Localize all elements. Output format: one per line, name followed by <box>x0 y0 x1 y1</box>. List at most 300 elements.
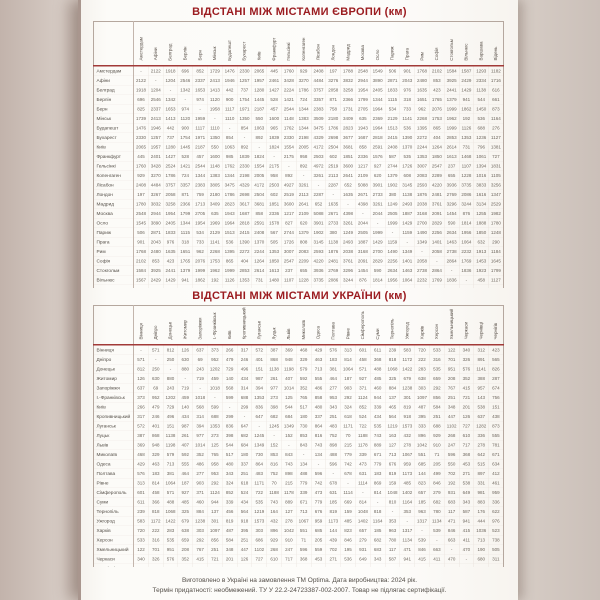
distance-cell: 463 <box>311 355 326 365</box>
distance-cell: 884 <box>385 383 400 393</box>
row-header-city: Берн <box>94 104 134 114</box>
distance-cell: 1184 <box>489 247 504 257</box>
distance-cell: 638 <box>415 374 430 384</box>
distance-cell: 126 <box>237 554 252 564</box>
distance-cell: 1850 <box>474 228 489 238</box>
distance-cell: 4927 <box>281 180 296 190</box>
distance-cell: 1353 <box>459 133 474 143</box>
distance-cell: - <box>415 526 430 536</box>
distance-cell: 3901 <box>370 180 385 190</box>
table-row <box>94 507 504 517</box>
distance-cell: 325 <box>178 507 193 517</box>
distance-cell <box>444 285 459 288</box>
column-header-label: Львів <box>286 328 292 340</box>
distance-cell: 584 <box>222 535 237 545</box>
distance-cell: 69 <box>148 383 163 393</box>
distance-cell: 479 <box>148 402 163 412</box>
distance-cell: 2493 <box>400 199 415 209</box>
distance-cell: 659 <box>178 535 193 545</box>
distance-cell: 266 <box>134 402 149 412</box>
distance-cell: 649 <box>459 488 474 498</box>
header-row <box>94 22 504 66</box>
distance-cell: 313 <box>341 345 356 355</box>
distance-cell: 187 <box>178 478 193 488</box>
distance-cell: 164 <box>267 507 282 517</box>
table-row <box>94 393 504 403</box>
distance-cell: 2524 <box>163 161 178 171</box>
column-header-label: Лісабон <box>315 44 321 61</box>
distance-cell: - <box>178 374 193 384</box>
distance-cell: 122 <box>134 545 149 555</box>
distance-cell: 1635 <box>415 85 430 95</box>
row-header-city: Одеса <box>94 459 134 469</box>
distance-cell: 163 <box>385 431 400 441</box>
distance-cell: 1138 <box>163 431 178 441</box>
column-header-city <box>489 306 504 345</box>
distance-cell: 1114 <box>341 488 356 498</box>
distance-cell: 592 <box>178 450 193 460</box>
distance-cell: 271 <box>326 554 341 564</box>
distance-cell: 1202 <box>207 364 222 374</box>
distance-cell: 2044 <box>370 209 385 219</box>
distance-cell: 415 <box>459 526 474 536</box>
distance-cell: 1390 <box>400 133 415 143</box>
distance-cell: 2641 <box>296 199 311 209</box>
table-row <box>94 374 504 384</box>
distance-cell: 596 <box>326 459 341 469</box>
distance-cell: 927 <box>370 161 385 171</box>
column-header-city <box>326 22 341 66</box>
distance-cell: 685 <box>415 459 430 469</box>
distance-cell: 2330 <box>237 161 252 171</box>
distance-cell: 277 <box>193 469 208 479</box>
europe-distance-table <box>93 21 504 288</box>
distance-cell: 215 <box>281 478 296 488</box>
distance-cell: 852 <box>193 66 208 76</box>
distance-cell: 977 <box>193 431 208 441</box>
column-header-label: Херсон <box>434 324 440 340</box>
distance-cell: 2671 <box>326 209 341 219</box>
distance-cell: 353 <box>400 507 415 517</box>
distance-cell: 2086 <box>326 275 341 285</box>
distance-cell: 337 <box>311 412 326 422</box>
distance-cell: 584 <box>429 402 444 412</box>
column-header-label: Хмельницький <box>448 309 454 340</box>
distance-cell: 524 <box>355 412 370 422</box>
column-header-city <box>415 306 430 345</box>
distance-cell <box>178 285 193 288</box>
distance-cell: 2529 <box>489 199 504 209</box>
distance-cell: 810 <box>385 497 400 507</box>
distance-cell: 713 <box>296 507 311 517</box>
distance-cell: 683 <box>370 545 385 555</box>
distance-cell: 555 <box>489 431 504 441</box>
distance-cell: 3256 <box>489 180 504 190</box>
distance-cell: 765 <box>207 450 222 460</box>
distance-cell: 1616 <box>474 190 489 200</box>
distance-cell: 951 <box>163 545 178 555</box>
table-row <box>94 564 504 567</box>
row-header-city: Ужгород <box>94 516 134 526</box>
distance-cell: 2818 <box>237 218 252 228</box>
table-row <box>94 440 504 450</box>
distance-cell: 1344 <box>296 104 311 114</box>
distance-cell: 1293 <box>474 66 489 76</box>
column-header-label: Тернопіль <box>389 318 395 340</box>
distance-cell: 1567 <box>134 275 149 285</box>
distance-cell: 898 <box>281 469 296 479</box>
column-header-label: Відень <box>493 46 499 61</box>
distance-cell: 685 <box>311 526 326 536</box>
distance-cell: 1198 <box>163 440 178 450</box>
distance-cell: 2043 <box>400 76 415 86</box>
distance-cell: 2383 <box>311 104 326 114</box>
distance-cell: 555 <box>178 459 193 469</box>
distance-cell: 2944 <box>355 76 370 86</box>
distance-cell: 1453 <box>474 256 489 266</box>
distance-cell: 767 <box>193 545 208 555</box>
column-header-label: Харків <box>419 326 425 340</box>
distance-cell: 812 <box>163 345 178 355</box>
row-header-city: Миколаїв <box>94 450 134 460</box>
distance-cell: 1490 <box>385 247 400 257</box>
distance-cell: 292 <box>193 535 208 545</box>
column-header-label: Черкаси <box>463 322 469 340</box>
row-header-city: Луцьк <box>94 431 134 441</box>
distance-cell: 2634 <box>385 266 400 276</box>
distance-cell: 1851 <box>341 152 356 162</box>
distance-cell: 1317 <box>415 516 430 526</box>
distance-cell: 3261 <box>311 171 326 181</box>
distance-cell: 468 <box>134 450 149 460</box>
distance-cell: 657 <box>355 526 370 536</box>
distance-cell: - <box>370 218 385 228</box>
distance-cell: 1427 <box>163 152 178 162</box>
column-header-label: Вільнюс <box>463 43 469 61</box>
distance-cell: 423 <box>429 85 444 95</box>
distance-cell: 727 <box>489 152 504 162</box>
distance-cell: 205 <box>311 535 326 545</box>
distance-cell: 1600 <box>267 114 282 124</box>
column-header-city <box>355 306 370 345</box>
distance-cell: 684 <box>281 412 296 422</box>
distance-cell: 1946 <box>222 76 237 86</box>
distance-cell: 1888 <box>474 218 489 228</box>
distance-cell: 663 <box>429 545 444 555</box>
column-header-label: Франкфурт <box>271 37 277 61</box>
distance-cell: 486 <box>311 383 326 393</box>
distance-cell: 292 <box>207 478 222 488</box>
distance-cell: 159 <box>341 507 356 517</box>
distance-cell <box>267 564 282 567</box>
distance-cell: 2671 <box>355 190 370 200</box>
distance-cell: 1383 <box>296 114 311 124</box>
distance-cell: 1219 <box>252 507 267 517</box>
distance-cell: 243 <box>193 364 208 374</box>
distance-cell: 3677 <box>341 133 356 143</box>
table-row <box>94 364 504 374</box>
distance-cell: 1956 <box>385 275 400 285</box>
distance-cell: 3761 <box>341 256 356 266</box>
distance-cell: 1107 <box>459 161 474 171</box>
distance-cell: 1584 <box>444 66 459 76</box>
distance-cell: 1164 <box>400 497 415 507</box>
distance-cell: 1814 <box>370 275 385 285</box>
column-header-city <box>178 306 193 345</box>
distance-cell: - <box>385 228 400 238</box>
distance-cell: 144 <box>326 526 341 536</box>
distance-cell: 1182 <box>489 66 504 76</box>
distance-cell: 192 <box>459 114 474 124</box>
column-header-label: Амстердам <box>138 37 144 61</box>
distance-cell: 2944 <box>148 209 163 219</box>
row-header-city: Житомир <box>94 374 134 384</box>
distance-cell: 682 <box>267 412 282 422</box>
distance-cell: 1202 <box>163 393 178 403</box>
distance-cell: 2519 <box>281 190 296 200</box>
column-header-city <box>252 22 267 66</box>
distance-cell: 1413 <box>163 114 178 124</box>
distance-cell: 2287 <box>326 180 341 190</box>
distance-cell: 1554 <box>252 161 267 171</box>
distance-cell: 1172 <box>148 516 163 526</box>
distance-cell: 1114 <box>355 478 370 488</box>
column-header-label: Кропивницький <box>241 307 247 340</box>
distance-cell <box>370 564 385 567</box>
distance-cell: 1814 <box>459 218 474 228</box>
distance-cell: 724 <box>178 171 193 181</box>
distance-cell: 897 <box>474 469 489 479</box>
distance-cell: 752 <box>326 431 341 441</box>
distance-cell: 1923 <box>474 266 489 276</box>
distance-cell: 134 <box>311 450 326 460</box>
column-header-city <box>281 22 296 66</box>
distance-cell: 1445 <box>178 142 193 152</box>
distance-cell: 819 <box>222 516 237 526</box>
distance-cell: 858 <box>355 142 370 152</box>
distance-cell: 2129 <box>385 114 400 124</box>
distance-cell: 371 <box>193 488 208 498</box>
distance-cell <box>281 564 296 567</box>
distance-cell: 187 <box>341 374 356 384</box>
distance-cell: 576 <box>459 364 474 374</box>
distance-cell: 1120 <box>207 95 222 105</box>
table-row <box>94 104 504 114</box>
distance-cell: 2405 <box>370 85 385 95</box>
distance-cell: 343 <box>459 497 474 507</box>
distance-cell: 180 <box>237 450 252 460</box>
distance-cell: 460 <box>370 383 385 393</box>
distance-cell: 1198 <box>281 364 296 374</box>
distance-cell: 140 <box>222 374 237 384</box>
distance-cell: 823 <box>415 478 430 488</box>
distance-cell: 889 <box>370 440 385 450</box>
distance-cell: 1173 <box>326 516 341 526</box>
distance-cell: 453 <box>459 459 474 469</box>
distance-cell: 1999 <box>370 228 385 238</box>
distance-cell: 631 <box>355 469 370 479</box>
distance-cell: 2366 <box>341 95 356 105</box>
distance-cell: 2187 <box>252 104 267 114</box>
table-row <box>94 66 504 76</box>
distance-cell: - <box>326 190 341 200</box>
distance-cell: 70 <box>267 478 282 488</box>
distance-cell: 929 <box>267 535 282 545</box>
distance-cell: - <box>385 507 400 517</box>
distance-cell: 727 <box>459 421 474 431</box>
distance-cell: 151 <box>163 421 178 431</box>
distance-cell: 71 <box>429 450 444 460</box>
distance-cell: 2591 <box>252 218 267 228</box>
distance-cell: 429 <box>134 459 149 469</box>
distance-cell: 891 <box>474 355 489 365</box>
column-header-label: Варшава <box>478 41 484 61</box>
row-header-city: Стокгольм <box>94 266 134 276</box>
distance-cell: 1445 <box>252 95 267 105</box>
column-header-label: Белград <box>167 43 173 61</box>
distance-cell: 3735 <box>459 180 474 190</box>
distance-cell: 1954 <box>193 218 208 228</box>
distance-cell: 348 <box>444 402 459 412</box>
distance-cell: 635 <box>355 114 370 124</box>
distance-cell: 1379 <box>385 171 400 181</box>
distance-cell: 3600 <box>281 199 296 209</box>
distance-cell: 731 <box>252 275 267 285</box>
distance-cell: 1731 <box>341 104 356 114</box>
table-row <box>94 516 504 526</box>
distance-cell: 1421 <box>178 161 193 171</box>
distance-cell: 796 <box>474 142 489 152</box>
distance-cell <box>341 285 356 288</box>
distance-cell: 1317 <box>400 526 415 536</box>
distance-cell: 3145 <box>400 180 415 190</box>
distance-cell: 471 <box>400 545 415 555</box>
distance-cell: 901 <box>134 237 149 247</box>
distance-cell: 457 <box>267 104 282 114</box>
distance-cell: 1148 <box>207 161 222 171</box>
distance-cell: 292 <box>429 383 444 393</box>
distance-cell: 3357 <box>311 95 326 105</box>
table-row <box>94 123 504 133</box>
distance-cell: 423 <box>489 345 504 355</box>
distance-cell: 2244 <box>415 142 430 152</box>
distance-cell: 3890 <box>370 76 385 86</box>
distance-cell: 1687 <box>237 209 252 219</box>
distance-cell: 1067 <box>296 516 311 526</box>
distance-cell: 1549 <box>370 66 385 76</box>
table-row <box>94 535 504 545</box>
distance-cell: 1110 <box>207 123 222 133</box>
distance-cell: 283 <box>163 526 178 536</box>
distance-cell: 434 <box>178 412 193 422</box>
distance-cell: 1257 <box>148 133 163 143</box>
table-row <box>94 554 504 564</box>
row-header-city: Москва <box>94 209 134 219</box>
distance-cell: 1780 <box>134 199 149 209</box>
distance-cell: 352 <box>178 554 193 564</box>
distance-cell: 892 <box>296 161 311 171</box>
distance-cell: 576 <box>134 469 149 479</box>
distance-cell: 1862 <box>459 104 474 114</box>
distance-cell: 567 <box>267 228 282 238</box>
distance-cell: 846 <box>415 545 430 555</box>
distance-cell: - <box>193 104 208 114</box>
distance-cell: 70 <box>341 431 356 441</box>
distance-cell: 215 <box>341 440 356 450</box>
distance-cell: 1401 <box>400 256 415 266</box>
distance-cell: 183 <box>148 469 163 479</box>
distance-cell: 2180 <box>326 114 341 124</box>
distance-cell: 2441 <box>163 266 178 276</box>
distance-cell: 3681 <box>252 199 267 209</box>
distance-cell: 1349 <box>252 440 267 450</box>
distance-cell: 1716 <box>489 76 504 86</box>
distance-cell: 611 <box>370 345 385 355</box>
distance-cell: 2429 <box>148 275 163 285</box>
distance-cell: 1578 <box>267 218 282 228</box>
distance-cell: 818 <box>148 507 163 517</box>
distance-cell: 944 <box>207 497 222 507</box>
distance-cell: 941 <box>400 554 415 564</box>
row-header-city: Херсон <box>94 535 134 545</box>
distance-cell: 301 <box>400 393 415 403</box>
distance-cell: 239 <box>385 345 400 355</box>
distance-cell <box>267 285 282 288</box>
distance-cell: 1729 <box>207 66 222 76</box>
distance-cell: 843 <box>281 450 296 460</box>
distance-cell: 1395 <box>222 247 237 257</box>
distance-cell: 1126 <box>222 275 237 285</box>
distance-cell: 2818 <box>370 133 385 143</box>
distance-cell: 752 <box>267 469 282 479</box>
distance-cell: 819 <box>326 507 341 517</box>
distance-cell: 730 <box>252 450 267 460</box>
distance-cell: 2413 <box>207 76 222 86</box>
distance-cell: 637 <box>474 412 489 422</box>
row-header-city: Луганськ <box>94 421 134 431</box>
distance-cell: 2038 <box>341 247 356 257</box>
distance-cell: 2058 <box>326 85 341 95</box>
distance-cell: 2503 <box>267 180 282 190</box>
distance-cell: 953 <box>326 393 341 403</box>
distance-cell: 1769 <box>429 275 444 285</box>
distance-cell: 3681 <box>341 142 356 152</box>
distance-cell: 447 <box>444 412 459 422</box>
distance-cell: 676 <box>311 507 326 517</box>
distance-cell: 682 <box>429 497 444 507</box>
distance-cell: 742 <box>311 478 326 488</box>
distance-cell: 343 <box>222 469 237 479</box>
distance-cell: 2337 <box>193 76 208 86</box>
table-row <box>94 76 504 86</box>
distance-cell: 463 <box>148 459 163 469</box>
europe-table-wrap <box>93 21 506 288</box>
distance-cell: 380 <box>385 190 400 200</box>
distance-cell: - <box>444 266 459 276</box>
distance-cell: 470 <box>459 545 474 555</box>
distance-cell: 1141 <box>474 364 489 374</box>
distance-cell: 2429 <box>459 76 474 86</box>
distance-cell: 1344 <box>296 123 311 133</box>
distance-cell: 737 <box>163 133 178 143</box>
distance-cell: 535 <box>370 421 385 431</box>
distance-cell: 3244 <box>341 275 356 285</box>
distance-cell: 962 <box>193 247 208 257</box>
distance-cell: 1344 <box>193 171 208 181</box>
distance-cell: 499 <box>429 469 444 479</box>
distance-cell: 596 <box>296 545 311 555</box>
distance-cell: 1141 <box>400 114 415 124</box>
